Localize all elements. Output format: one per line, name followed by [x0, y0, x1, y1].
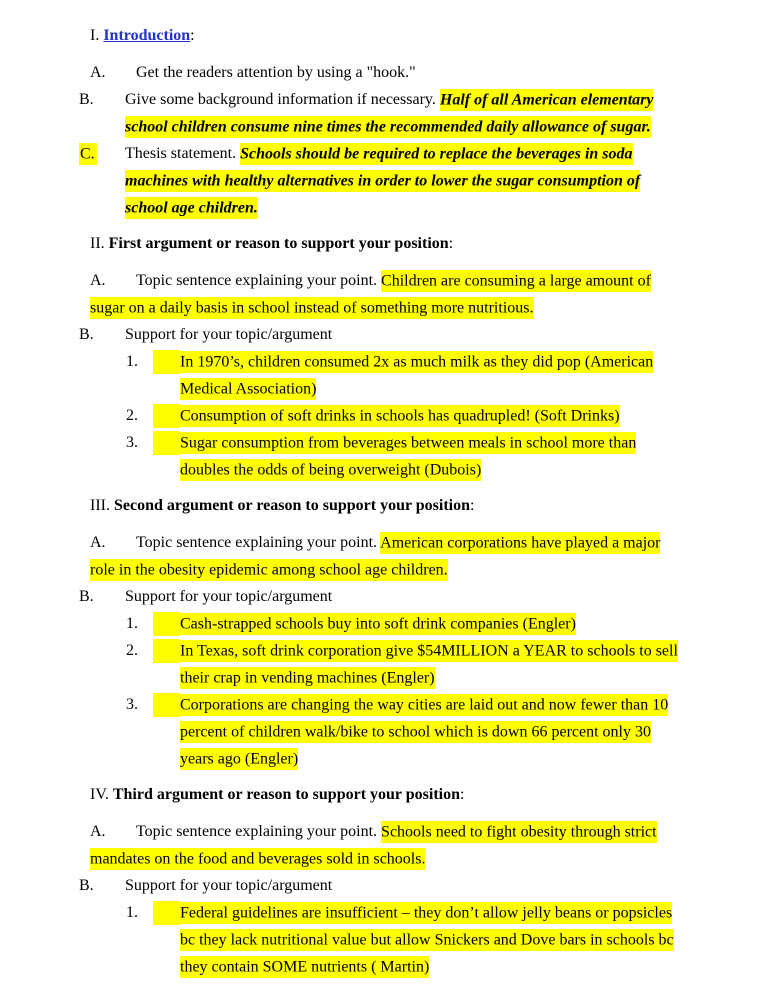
highlighted-text-segment: Sugar consumption from beverages between meals in school more than doubles the odds of being overweight (Dubois) — [180, 432, 636, 481]
text-segment: Support for your topic/argument — [125, 877, 333, 894]
highlighted-text-segment: Consumption of soft drinks in schools has quadrupled! (Soft Drinks) — [180, 405, 620, 427]
highlighted-text-segment: In Texas, soft drink corporation give $54MILLION a YEAR to schools to sell their crap in vending machines (Engler) — [180, 640, 678, 689]
text-segment: : — [459, 786, 465, 803]
list-marker: 3. — [153, 431, 180, 455]
text-segment: Get the readers attention by using a "hook." — [136, 64, 416, 81]
highlighted-text-segment: Cash-strapped schools buy into soft drink companies (Engler) — [180, 613, 576, 635]
second-arg-support-1 — [90, 610, 678, 637]
text-segment: Support for your topic/argument — [125, 326, 333, 343]
intro-item-a — [90, 59, 678, 86]
list-marker: B. — [79, 877, 94, 894]
list-marker: 2. — [153, 404, 180, 428]
text-segment: : — [190, 27, 195, 44]
text-segment: Topic sentence explaining your point. — [136, 823, 382, 840]
highlighted-text-segment: Federal guidelines are insufficient – they don’t allow jelly beans or popsicles bc they lack nutritional value but allow Snickers and Dove bars in schools bc they contain SOME nutrients ( Martin) — [180, 902, 674, 978]
list-marker: A. — [90, 64, 106, 81]
list-marker: 1. — [153, 612, 180, 636]
text-segment: First argument or reason to support your position — [108, 235, 449, 252]
highlighted-text-segment: Schools need to fight obesity through strict mandates on the food and beverages sold in schools. — [90, 821, 657, 870]
text-segment: I. — [90, 27, 104, 44]
highlighted-text-segment: Half of all American elementary school children consume nine times the recommended daily allowance of sugar. — [125, 89, 653, 138]
text-segment: Third argument or reason to support your position — [112, 786, 460, 803]
heading-third-argument — [90, 781, 678, 808]
list-marker: 3. — [153, 693, 180, 717]
first-arg-support-1 — [90, 348, 678, 402]
text-segment: : — [470, 497, 475, 514]
first-arg-support-3 — [90, 429, 678, 483]
list-marker: B. — [79, 91, 94, 108]
introduction-link[interactable]: Introduction — [103, 27, 191, 44]
text-segment: Topic sentence explaining your point. — [136, 534, 381, 551]
highlighted-text-segment: Children are consuming a large amount of sugar on a daily basis in school instead of something more nutritious. — [90, 270, 651, 319]
list-marker: 1. — [153, 901, 180, 925]
text-segment: III. — [90, 497, 114, 514]
intro-item-b — [79, 86, 678, 140]
highlighted-text-segment: Corporations are changing the way cities are laid out and now fewer than 10 percent of children walk/bike to school which is down 66 percent only 30 years ago (Engler) — [180, 694, 668, 770]
list-marker: B. — [79, 326, 94, 343]
heading-introduction — [90, 22, 678, 49]
heading-second-argument — [90, 492, 678, 519]
third-arg-support-1 — [90, 899, 678, 980]
text-segment: Give some background information if necessary. — [125, 91, 440, 108]
third-arg-item-b — [79, 872, 678, 899]
text-segment: Support for your topic/argument — [125, 588, 333, 605]
second-arg-item-b — [79, 583, 678, 610]
text-segment: II. — [90, 235, 109, 252]
highlighted-list-marker: C. — [79, 143, 97, 165]
text-segment: Thesis statement. — [125, 145, 241, 162]
text-segment: Topic sentence explaining your point. — [136, 272, 382, 289]
first-arg-support-2 — [90, 402, 678, 429]
text-segment: : — [448, 235, 454, 252]
list-marker: A. — [90, 272, 106, 289]
first-arg-item-b — [79, 321, 678, 348]
list-marker: 2. — [153, 639, 180, 663]
highlighted-text-segment: In 1970’s, children consumed 2x as much milk as they did pop (American Medical Association) — [180, 351, 653, 400]
second-arg-support-2 — [90, 637, 678, 691]
list-marker: A. — [90, 534, 106, 551]
third-arg-item-a — [90, 818, 678, 872]
second-arg-support-3 — [90, 691, 678, 772]
second-arg-item-a — [90, 529, 678, 583]
first-arg-item-a — [90, 267, 678, 321]
intro-item-c-thesis — [80, 140, 678, 221]
heading-first-argument — [90, 230, 678, 257]
text-segment: Second argument or reason to support your position — [113, 497, 471, 514]
list-marker: B. — [79, 588, 94, 605]
highlighted-text-segment: Schools should be required to replace the beverages in soda machines with healthy alternatives in order to lower the sugar consumption of school age children. — [125, 143, 640, 219]
list-marker — [80, 142, 125, 166]
list-marker: A. — [90, 823, 106, 840]
list-marker: 1. — [153, 350, 180, 374]
highlighted-text-segment: American corporations have played a major role in the obesity epidemic among school age children. — [90, 532, 660, 581]
text-segment: IV. — [90, 786, 113, 803]
